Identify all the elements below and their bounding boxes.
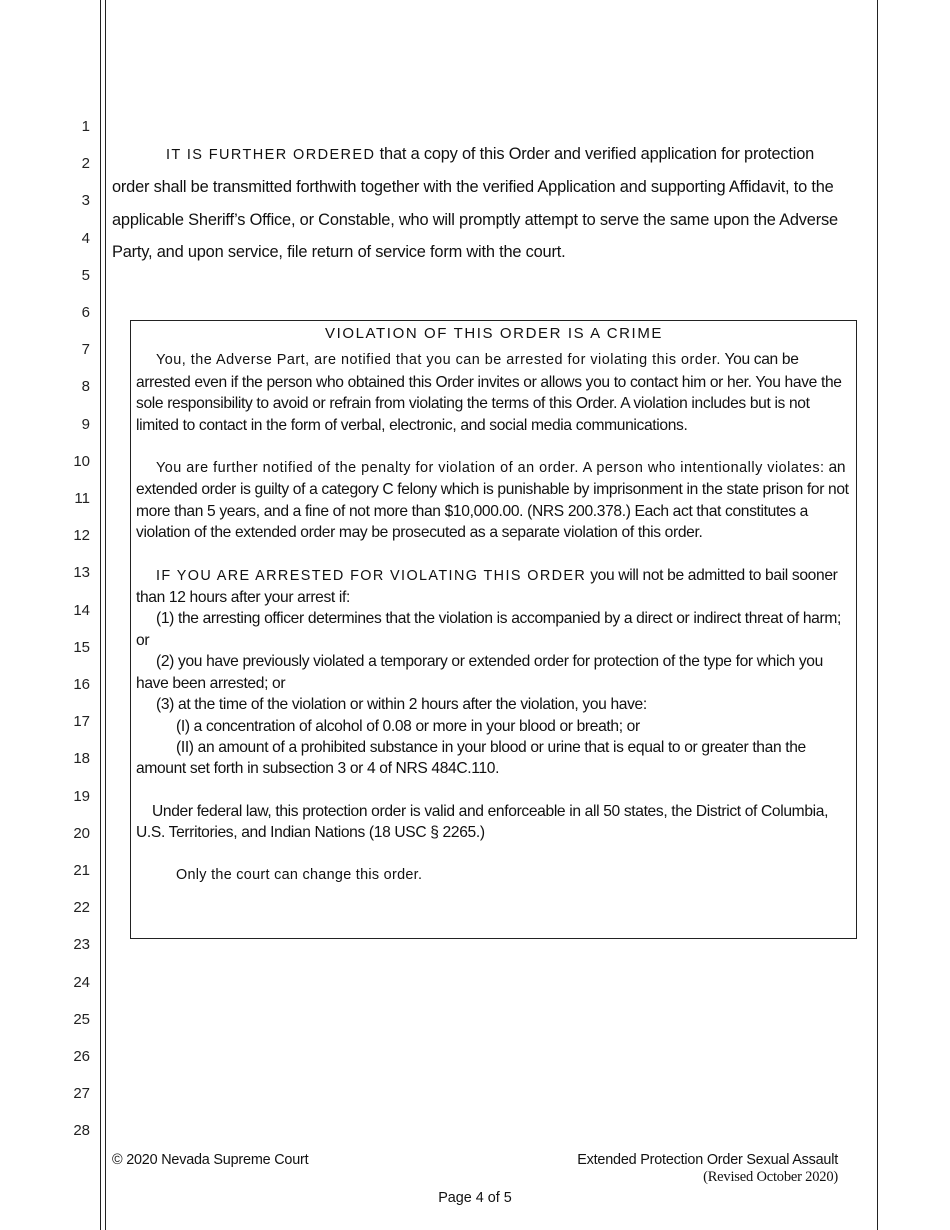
line-number: 18 [73,750,90,768]
violation-warning-box [130,320,857,939]
footer-copyright: © 2020 Nevada Supreme Court [112,1152,309,1168]
line-number: 15 [73,638,90,656]
warning-paragraph-2 [136,457,852,544]
warning-p1-lead: You, the Adverse Part, are notified that you can be arrested for violating this order. [156,352,721,369]
line-number: 27 [73,1085,90,1103]
margin-rule-left-2 [105,0,106,1230]
line-number: 12 [73,527,90,545]
order-lead: IT IS FURTHER ORDERED [166,147,376,163]
line-number: 9 [81,415,90,433]
page-number: Page 4 of 5 [438,1190,512,1206]
warning-p3-lead: IF YOU ARE ARRESTED FOR VIOLATING THIS ORDER [156,567,587,584]
line-number: 6 [81,304,90,321]
warning-paragraph-1 [136,349,852,436]
line-number: 21 [73,862,90,879]
line-number: 13 [73,564,90,582]
line-number: 8 [81,378,90,396]
warning-paragraph-3 [136,565,852,609]
line-number: 26 [73,1048,90,1065]
warning-title: VIOLATION OF THIS ORDER IS A CRIME [324,325,664,342]
line-number: 10 [73,452,90,470]
bail-condition-3a: (I) a concentration of alcohol of 0.08 or more in your blood or breath; or [176,717,640,735]
warning-p3-text: you will not be admitted to bail sooner than 12 hours after your arrest if: [136,566,838,607]
bail-condition-3b: (II) an amount of a prohibited substance in your blood or urine that is equal to or greater than the amount set forth in subsection 3 or 4 of NRS 484C.110. [136,738,806,778]
line-number: 28 [73,1122,90,1140]
order-text: that a copy of this Order and verified application for protection order shall be transmitted forthwith together with the verified Application and supporting Affidavit, to the applicable Sheriff’s Office, or Constable, who will promptly attempt to serve the same upon the Adverse Party, and upon service, file return of service form with the court. [112,145,838,261]
line-number: 3 [81,192,90,210]
bail-condition-3: (3) at the time of the violation or within 2 hours after the violation, you have: [156,696,647,714]
footer-form-title: Extended Protection Order Sexual Assault [577,1152,838,1168]
order-paragraph [112,138,842,268]
line-number: 24 [73,973,90,991]
line-number: 14 [73,601,90,619]
footer-form-info [577,1152,838,1186]
footer-revision: (Revised October 2020) [703,1169,838,1185]
line-number: 25 [73,1010,90,1028]
warning-p2-text: an extended order is guilty of a category C felony which is punishable by imprisonment in the state prison for not more than 5 years, and a fine of not more than $10,000.00. (NRS 200.378.) Each act that constitutes a violation of the extended order may be prosecuted as a separate violation of this order. [136,459,849,542]
warning-p1-text: You can be arrested even if the person who obtained this Order invites or allows you to contact him or her. You have the sole responsibility to avoid or refrain from violating the terms of this Order. A violation includes but is not limited to contact in the form of verbal, electronic, and social media communications. [136,351,842,434]
line-number: 16 [73,676,90,693]
line-number: 7 [81,341,90,359]
line-number: 5 [81,266,90,284]
line-number: 2 [81,155,90,173]
bail-condition-2: (2) you have previously violated a temporary or extended order for protection of the type for which you have been arrested; or [136,653,823,692]
bail-condition-1: (1) the arresting officer determines that the violation is accompanied by a direct or indirect threat of harm; or [136,610,841,649]
line-number: 1 [81,118,90,135]
line-number: 11 [74,490,90,507]
line-number: 4 [81,229,90,247]
line-number: 19 [73,787,90,805]
line-number: 23 [73,936,90,954]
margin-rule-right [877,0,878,1230]
line-number: 20 [73,824,90,842]
margin-rule-left-1 [100,0,101,1230]
federal-law-paragraph: Under federal law, this protection order is valid and enforceable in all 50 states, the District of Columbia, U.S. Territories, and Indian Nations (18 USC § 2265.) [136,802,829,842]
line-number: 22 [73,899,90,917]
closing-statement: Only the court can change this order. [176,866,423,883]
line-number: 17 [73,713,90,731]
warning-p2-lead: You are further notified of the penalty for violation of an order. A person who intentionally violates: [156,460,825,477]
